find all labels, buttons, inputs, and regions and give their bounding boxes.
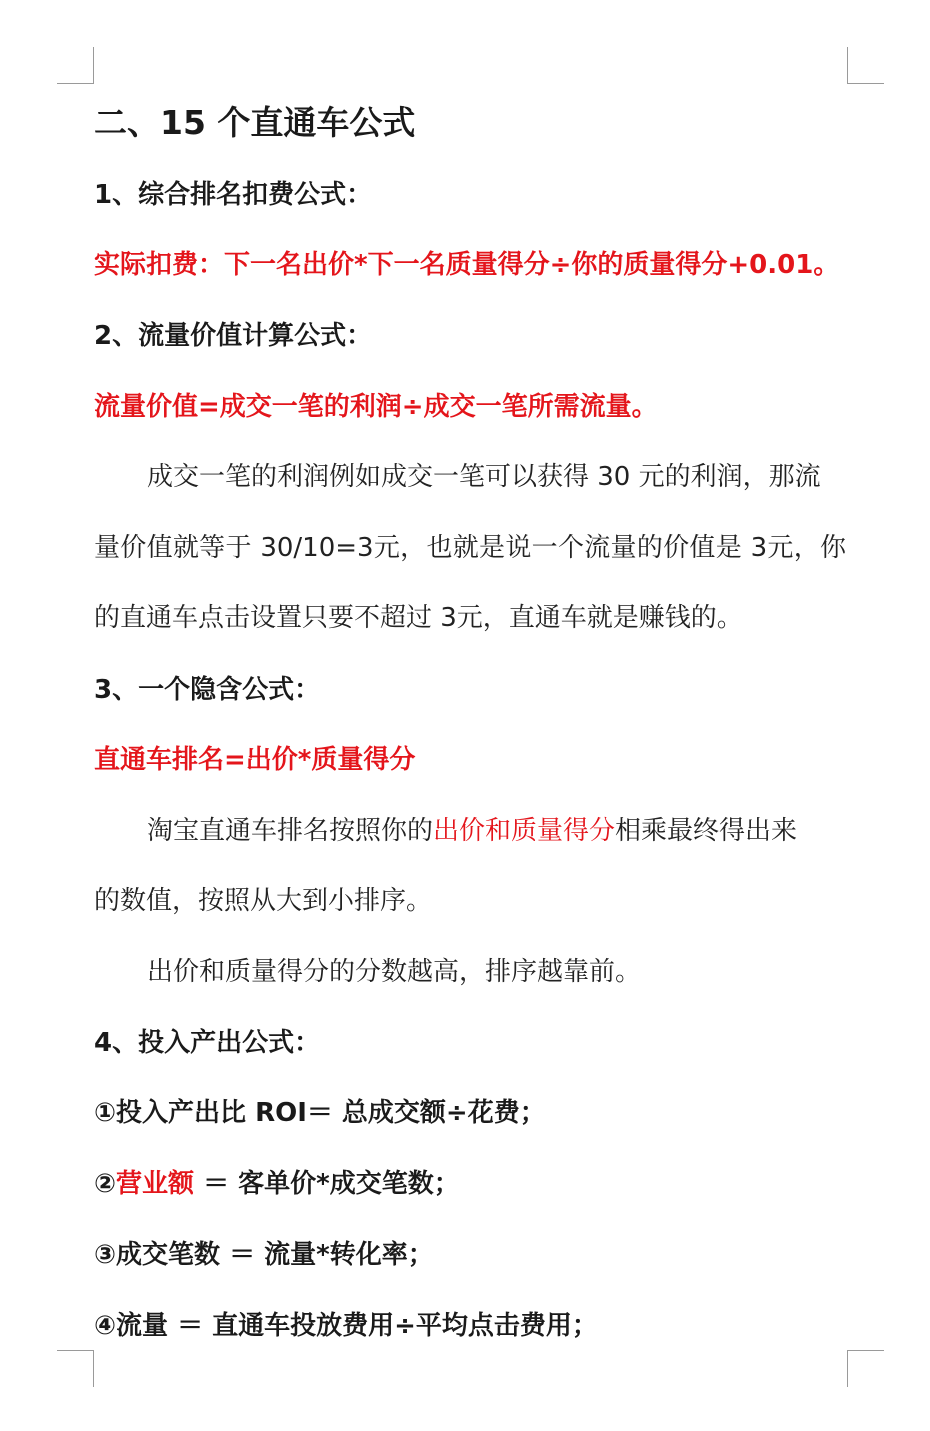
formula-3: 直通车排名=出价*质量得分 (94, 745, 416, 775)
formula-1: 实际扣费：下一名出价*下一名质量得分÷你的质量得分+0.01。 (94, 250, 840, 280)
roi-line-2 (94, 1171, 460, 1197)
crop-mark-bottom-left (57, 1350, 94, 1387)
roi-line-4-text: ④流量 ＝ 直通车投放费用÷平均点击费用； (94, 1311, 598, 1341)
roi-line-3 (94, 1242, 434, 1268)
explanation-3-line-2: 的数值，按照从大到小排序。 (94, 886, 433, 916)
explanation-3-prefix: 淘宝直通车排名按照你的 (147, 816, 434, 846)
heading-2: 2、流量价值计算公式： (94, 321, 373, 351)
roi-line-2-prefix: ② (94, 1169, 117, 1199)
section-title: 二、15 个直通车公式 (94, 103, 416, 142)
heading-4: 4、投入产出公式： (94, 1028, 321, 1058)
explanation-2-line-3: 的直通车点击设置只要不超过 3元，直通车就是赚钱的。 (94, 603, 743, 633)
roi-line-1 (94, 1100, 546, 1126)
crop-mark-top-right (847, 47, 884, 84)
explanation-3-suffix: 相乘最终得出来 (615, 816, 798, 846)
roi-line-4 (94, 1313, 598, 1339)
roi-line-2-highlight: 营业额 (116, 1169, 195, 1199)
roi-line-1-text: ①投入产出比 ROI＝ 总成交额÷花费； (94, 1098, 546, 1128)
roi-line-2-suffix: ＝ 客单价*成交笔数； (194, 1169, 460, 1199)
explanation-3-highlight: 出价和质量得分 (433, 816, 616, 846)
crop-mark-top-left (57, 47, 94, 84)
formula-2: 流量价值=成交一笔的利润÷成交一笔所需流量。 (94, 392, 658, 422)
heading-1: 1、综合排名扣费公式： (94, 180, 373, 210)
crop-mark-bottom-right (847, 1350, 884, 1387)
explanation-3-line-3: 出价和质量得分的分数越高，排序越靠前。 (147, 957, 642, 987)
explanation-3-line-1 (147, 818, 797, 844)
heading-3: 3、一个隐含公式： (94, 675, 321, 705)
explanation-2-line-2: 量价值就等于 30/10=3元，也就是说一个流量的价值是 3元，你 (94, 533, 846, 563)
roi-line-3-text: ③成交笔数 ＝ 流量*转化率； (94, 1240, 434, 1270)
explanation-2-line-1: 成交一笔的利润例如成交一笔可以获得 30 元的利润，那流 (147, 462, 821, 492)
